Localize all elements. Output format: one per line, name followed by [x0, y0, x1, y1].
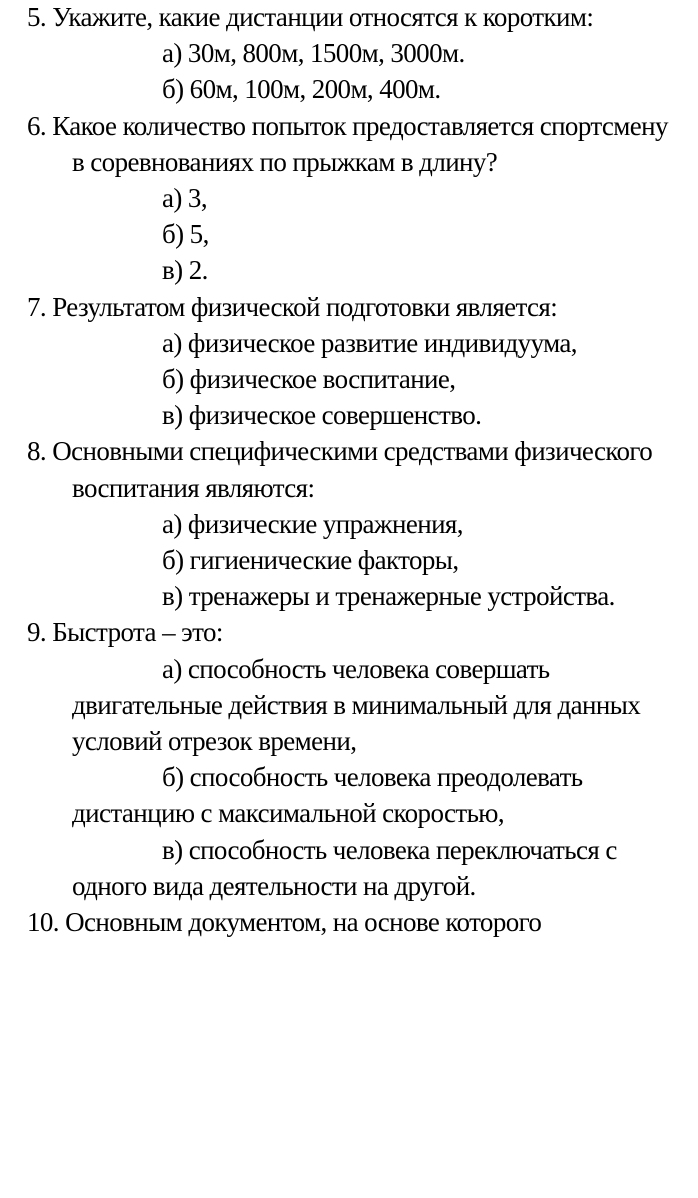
answer-option: а) физические упражнения,: [162, 508, 463, 539]
answer-option: б) способность человека преодолевать дистанцию с максимальной скоростью,: [72, 762, 583, 829]
answer-option: а) физическое развитие индивидуума,: [162, 327, 577, 358]
question-body: Результатом физической подготовки является:: [52, 291, 558, 322]
question-number: 5.: [27, 2, 47, 32]
question-body: Какое количество попыток предоставляется спортсмену в соревнованиях по прыжкам в длину?: [52, 110, 668, 177]
question-10: [0, 904, 698, 940]
answer-option: а) способность человека совершать двигательные действия в минимальный для данных условий отрезок времени,: [72, 653, 641, 757]
answer-option: в) физическое совершенство.: [162, 400, 482, 431]
answer-option: в) 2.: [162, 255, 208, 286]
question-body: Основными специфическими средствами физического воспитания являются:: [52, 436, 653, 503]
question-text: [0, 0, 698, 35]
question-text: [0, 904, 698, 940]
question-text: [0, 614, 698, 650]
question-number: 7.: [27, 291, 47, 322]
question-9: [0, 614, 698, 904]
answer-option: б) физическое воспитание,: [162, 364, 456, 395]
question-8: [0, 433, 698, 614]
question-number: 6.: [27, 110, 47, 141]
question-body: Основным документом, на основе которого: [65, 907, 542, 938]
question-text: [0, 108, 698, 180]
answer-option: в) тренажеры и тренажерные устройства.: [162, 581, 615, 612]
question-6: [0, 108, 698, 289]
question-text: [0, 433, 698, 505]
question-number: 9.: [27, 617, 47, 648]
answer-option: а) 30м, 800м, 1500м, 3000м.: [162, 38, 465, 69]
question-text: [0, 289, 698, 325]
question-number: 8.: [27, 436, 47, 467]
question-number: 10.: [27, 907, 59, 938]
question-7: [0, 289, 698, 434]
answer-option: б) гигиенические факторы,: [162, 545, 459, 576]
answer-option: а) 3,: [162, 183, 207, 214]
question-body: Укажите, какие дистанции относятся к коротким:: [52, 2, 594, 32]
answer-option: б) 60м, 100м, 200м, 400м.: [162, 74, 441, 105]
answer-option: в) способность человека переключаться с одного вида деятельности на другой.: [72, 834, 617, 901]
question-body: Быстрота – это:: [52, 617, 223, 648]
answer-option: б) 5,: [162, 219, 209, 250]
question-5: [0, 0, 698, 108]
